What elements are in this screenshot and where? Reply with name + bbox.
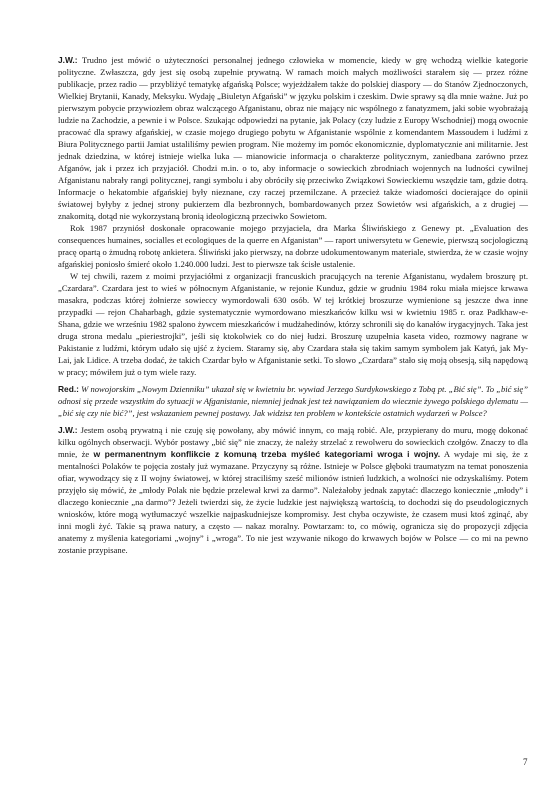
speaker-label: J.W.: [58,55,78,65]
paragraph-text: Trudno jest mówić o użyteczności personalnej jednego człowieka w momencie, kiedy w grę wchodzą wielkie kategorie polityczne. Zwłaszcza, gdy jest się osobą zupełnie prywatną. W ramach moich małych możliwości starałem się — przez różne publikacje, przez radio — przybliżyć tematykę afgańską Polsce; wyjeżdżałem także do polskiej diaspory — do Stanów Zjednoczonych, Wielkiej Brytanii, Kanady, Meksyku. Wydaję „Biuletyn Afgański” w języku polskim i czeskim. Dwie sprawy są dla mnie ważne. Już po pierwszym pobycie przywiozłem obraz walczącego Afganistanu, obraz nie mający nic wspólnego z fanatyzmem, jaki sobie wyobrażają ludzie na Zachodzie, a pewnie i w Polsce. Szukając odpowiedzi na pytanie, jak Polacy (czy ludzie z Europy Wschodniej) mogą owocnie pracować dla sprawy afgańskiej, w czasie mojego drugiego pobytu w Afganistanie wspólnie z komendantem Massoudem i ludźmi z Biura Politycznego partii Jamiat ustaliliśmy pewien program. Nie możemy im pomóc ekonomicznie, dyplomatycznie ani militarnie. Jest jednak dziedzina, w której istnieje wielka luka — mianowicie informacja o charakterze politycznym, zaniedbana zarówno przez Afganów, jak i przez ich przyjaciół. Chodzi m.in. o to, aby informacje o sowieckich zbrodniach wojennych na ludności cywilnej Afganistanu nabrały rangi politycznej, rangi symbolu i aby obróciły się przeciwko Związkowi Sowieckiemu wszędzie tam, gdzie dotrą. Informacje o hekatombie afgańskiej były nieznane, czy raczej przemilczane. A przecież także wiadomości docierające do opinii światowej byłyby z jednej strony pukierzem dla bezbronnych, bombardowanych przez Sowietów wsi afgańskich, a z drugiej — znakomitą, dotąd nie wykorzystaną bronią ideologiczną przeciwko Sowietom. [58,55,528,221]
speaker-label: J.W.: [58,425,78,435]
page-number: 7 [523,757,528,767]
bold-statement: w permanentnym konflikcie z komuną trzeba myśleć kategoriami wroga i wojny. [93,449,441,459]
paragraph-red-question [58,383,528,419]
paragraph-jw-1 [58,54,528,222]
paragraph-text: A wydaje mi się, że z mentalności Polaków te pojęcia zostały już wymazane. Przyczyny są różne. Istnieje w Polsce głęboki traumatyzm na temat ponoszenia ofiar, wywodzący się z II wojny światowej, w której straciliśmy sześć milionów istnień ludzkich, a wolności nie odzyskaliśmy. Potem przyjęło się mówić, że „młody Polak nie będzie przelewał krwi za darmo”. Należałoby jednak zapytać: dlaczego koniecznie „młody” i dlaczego koniecznie „na darmo”? Jeżeli twierdzi się, że życie ludzkie jest największą wartością, to dochodzi się do pseudologicznych wniosków, które mogą wytłumaczyć wszelkie najpaskudniejsze kompromisy. Jest chyba oczywiste, że czasem musi ktoś zginąć, aby inni mogli żyć. Takie są prawa natury, a często — nakaz moralny. Powtarzam: to, co mówię, ogranicza się do propozycji zdjęcia anatemy z myślenia kategoriami „wojny” i „wroga”. To nie jest wzywanie nikogo do krwawych bojów w Polsce — co mi na pewno zostanie przypisane. [58,449,528,555]
paragraph-jw-2 [58,424,528,556]
question-text: W nowojorskim „Nowym Dzienniku” ukazał się w kwietniu br. wywiad Jerzego Surdykowskiego z Tobą pt. „Bić się”. To „bić się” odnosi się przede wszystkim do sytuacji w Afganistanie, niemniej jednak jest też nawiązaniem do wiecznie żywego polskiego dylematu — „bić się czy nie bić?”, jest wskazaniem pewnej postawy. Jak widzisz ten problem w kontekście ostatnich wydarzeń w Polsce? [58,384,528,418]
interview-text [58,54,528,556]
paragraph-sliwinski: Rok 1987 przyniósł doskonałe opracowanie mojego przyjaciela, dra Marka Śliwińskiego z Genewy pt. „Evaluation des consequences humaines, socialles et ecologiques de la querre en Afganistan” — raport uniwersytetu w Genewie, pierwszą socjologiczną pracę opartą o żmudną robotę ankietera. Śliwiński jako pierwszy, na dobrze udokumentowanym materiale, stwierdza, że w czasie wojny afgańskiej poniosło śmierć około 1.240.000 ludzi. Jest to pierwsze tak ścisłe ustalenie. [58,223,528,269]
paragraph-text: Jestem osobą prywatną i nie czuję się powołany, aby mówić innym, co mają robić. Ale, przypierany do muru, mogę dokonać kilku ogólnych obserwacji. Wybór postawy „bić się” nie znaczy, że należy strzelać z rewolweru do sowieckich czołgów. Znaczy to dla mnie, że [58,425,528,459]
paragraph-czardara: W tej chwili, razem z moimi przyjaciółmi z organizacji francuskich pracujących na terenie Afganistanu, wydałem broszurę pt. „Czardara”. Czardara jest to wieś w północnym Afganistanie, w rejonie Kunduz, gdzie w grudniu 1984 roku miała miejsce krwawa masakra, podczas której żołnierze sowieccy wymordowali 630 osób. W tej krótkiej broszurze wymienione są jeszcze dwa inne przypadki — rejon Chaharbagh, gdzie systematycznie wymordowano mieszkańców kilku wsi w kwietniu 1985 r. oraz Padkhaw-e-Shana, gdzie we wrześniu 1982 spalono żywcem mieszkańców i mudżahedinów, którzy schronili się do kanałów irygacyjnych. Taka jest druga strona medalu „pieriestrojki”, jeśli się ktokolwiek co do niej łudzi. Broszurę uzupełnia kaseta video, rozmowy nagrane w Pakistanie z ludźmi, którym udało się ujść z życiem. Staramy się, aby Czardara stała się takim samym symbolem jak Katyń, jak My-Lai, jak Lidice. A trzeba dodać, że takich Czardar było w Afganistanie setki. To słowo „Czardara” stało się moją obsesją, siłą napędową w pracy; mówiłem już o tym wiele razy. [58,271,528,377]
speaker-label: Red.: [58,384,79,394]
